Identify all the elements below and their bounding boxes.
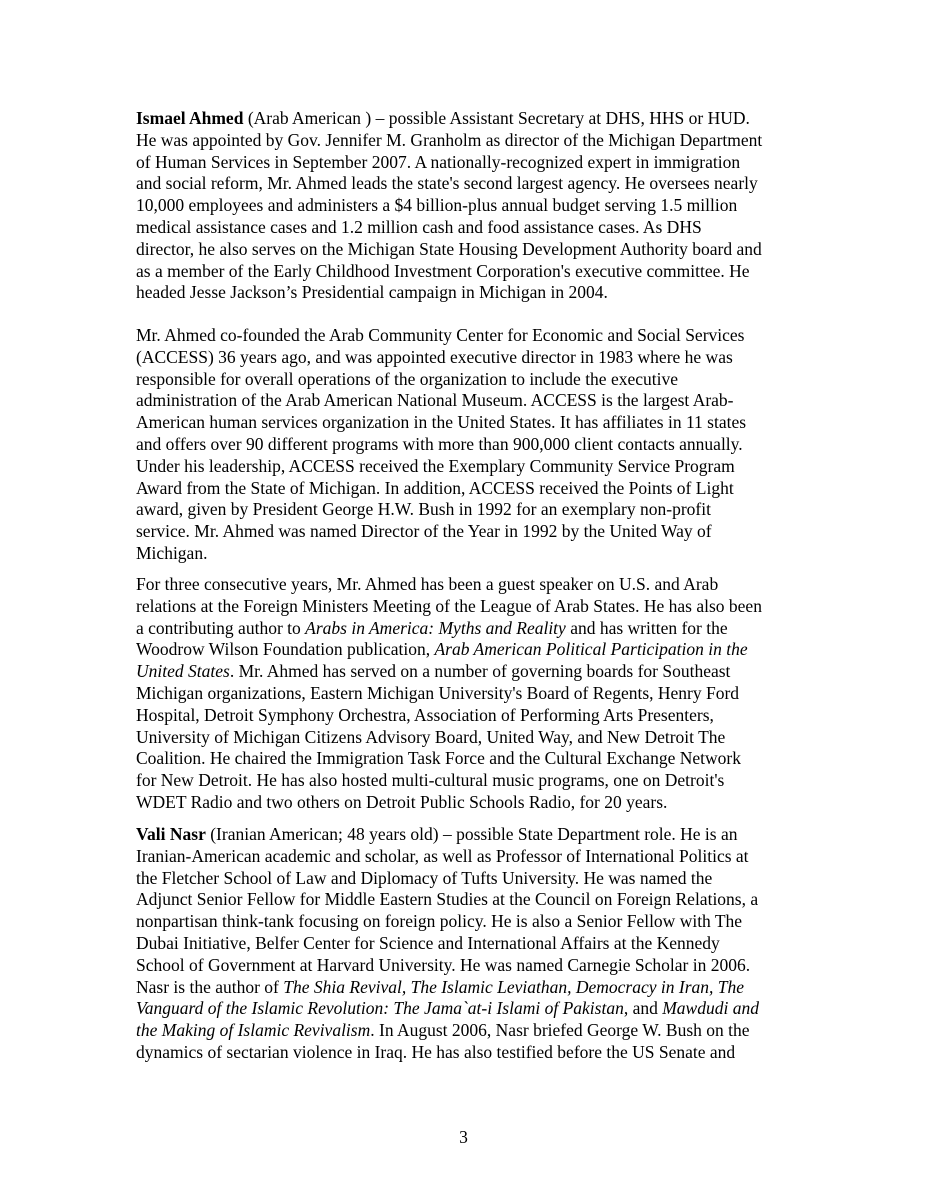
text-line: medical assistance cases and 1.2 million cash and food assistance cases. As DHS [136,216,702,237]
text-line: dynamics of sectarian violence in Iraq. He has also testified before the US Senate and [136,1041,736,1062]
text-line: For three consecutive years, Mr. Ahmed has been a guest speaker on U.S. and Arab [136,574,719,594]
text-line: headed Jesse Jackson’s Presidential campaign in Michigan in 2004. [136,282,608,303]
text-line: the Fletcher School of Law and Diplomacy of Tufts University. He was named the [136,867,713,888]
text-line: 10,000 employees and administers a $4 billion-plus annual budget serving 1.5 million [136,195,738,216]
paragraph-access [136,325,816,565]
text-line: Michigan. [136,542,208,563]
text-line: as a member of the Early Childhood Investment Corporation's executive committee. He [136,260,750,281]
page-number: 3 [459,1127,468,1147]
text-line [136,108,816,130]
book-title: the Making of Islamic Revivalism [136,1020,371,1041]
text-line: Michigan organizations, Eastern Michigan University's Board of Regents, Henry Ford [136,682,740,703]
text-span: , and [623,998,663,1019]
text-line: nonpartisan think-tank focusing on foreign policy. He is also a Senior Fellow with The [136,911,743,932]
person-name: Ismael Ahmed [136,108,244,128]
text-line: administration of the Arab American National Museum. ACCESS is the largest Arab- [136,390,734,411]
text-line: Adjunct Senior Fellow for Middle Eastern Studies at the Council on Foreign Relations, a [136,889,759,910]
text-line: Under his leadership, ACCESS received the Exemplary Community Service Program [136,455,735,476]
text-span: . Mr. Ahmed has served on a number of governing boards for Southeast [229,661,731,682]
text-line: for New Detroit. He has also hosted multi-cultural music programs, one on Detroit's [136,770,725,791]
text-span: Woodrow Wilson Foundation publication, [136,639,435,660]
publication-title: United States [136,661,230,682]
book-title: Arabs in America: Myths and Reality [305,617,566,638]
publication-title: Arab American Political Participation in the [434,639,748,660]
text-line [136,618,816,640]
text-line: Hospital, Detroit Symphony Orchestra, Association of Performing Arts Presenters, [136,704,714,725]
text-line [136,639,816,661]
text-line [136,977,816,999]
text-line [136,824,816,846]
paragraph-vali-nasr [136,824,816,1064]
text-line: relations at the Foreign Ministers Meeting of the League of Arab States. He has also been [136,595,762,616]
text-span: . In August 2006, Nasr briefed George W. Bush on the [370,1020,750,1041]
text-line: Mr. Ahmed co-founded the Arab Community Center for Economic and Social Services [136,325,745,345]
book-title: Mawdudi and [662,998,759,1019]
text-line: responsible for overall operations of the organization to include the executive [136,368,678,389]
book-title: Vanguard of the Islamic Revolution: The Jama`at-i Islami of Pakistan [136,998,624,1019]
person-name: Vali Nasr [136,824,206,844]
text-line: of Human Services in September 2007. A nationally-recognized expert in immigration [136,151,741,172]
text-span: a contributing author to [136,617,306,638]
text-line: Award from the State of Michigan. In addition, ACCESS received the Points of Light [136,477,734,498]
text-span: (Iranian American; 48 years old) – possible State Department role. He is an [205,824,738,844]
text-line: director, he also serves on the Michigan State Housing Development Authority board and [136,238,762,259]
text-line: (ACCESS) 36 years ago, and was appointed executive director in 1983 where he was [136,346,733,367]
text-line: and social reform, Mr. Ahmed leads the state's second largest agency. He oversees nearly [136,173,758,194]
paragraph-speaker [136,574,816,814]
text-line [136,1020,816,1042]
text-line: award, given by President George H.W. Bush in 1992 for an exemplary non-profit [136,499,711,520]
text-span: Nasr is the author of [136,976,284,997]
text-line: and offers over 90 different programs with more than 900,000 client contacts annually. [136,433,743,454]
text-span: (Arab American ) – possible Assistant Secretary at DHS, HHS or HUD. [243,108,750,128]
text-line: He was appointed by Gov. Jennifer M. Granholm as director of the Michigan Department [136,129,763,150]
text-line: service. Mr. Ahmed was named Director of the Year in 1992 by the United Way of [136,521,712,542]
text-line: Dubai Initiative, Belfer Center for Science and International Affairs at the Kennedy [136,932,720,953]
text-line [136,661,816,683]
text-line [136,998,816,1020]
text-span: and has written for the [565,617,728,638]
text-line: WDET Radio and two others on Detroit Public Schools Radio, for 20 years. [136,791,668,812]
text-line: School of Government at Harvard University. He was named Carnegie Scholar in 2006. [136,954,751,975]
text-line: University of Michigan Citizens Advisory Board, United Way, and New Detroit The [136,726,726,747]
book-title: The Shia Revival, The Islamic Leviathan, Democracy in Iran, The [283,976,745,997]
paragraph-ismael-ahmed [136,108,816,304]
text-line: Coalition. He chaired the Immigration Task Force and the Cultural Exchange Network [136,748,741,769]
text-line: Iranian-American academic and scholar, as well as Professor of International Politics at [136,845,749,866]
text-line: American human services organization in the United States. It has affiliates in 11 states [136,412,747,433]
